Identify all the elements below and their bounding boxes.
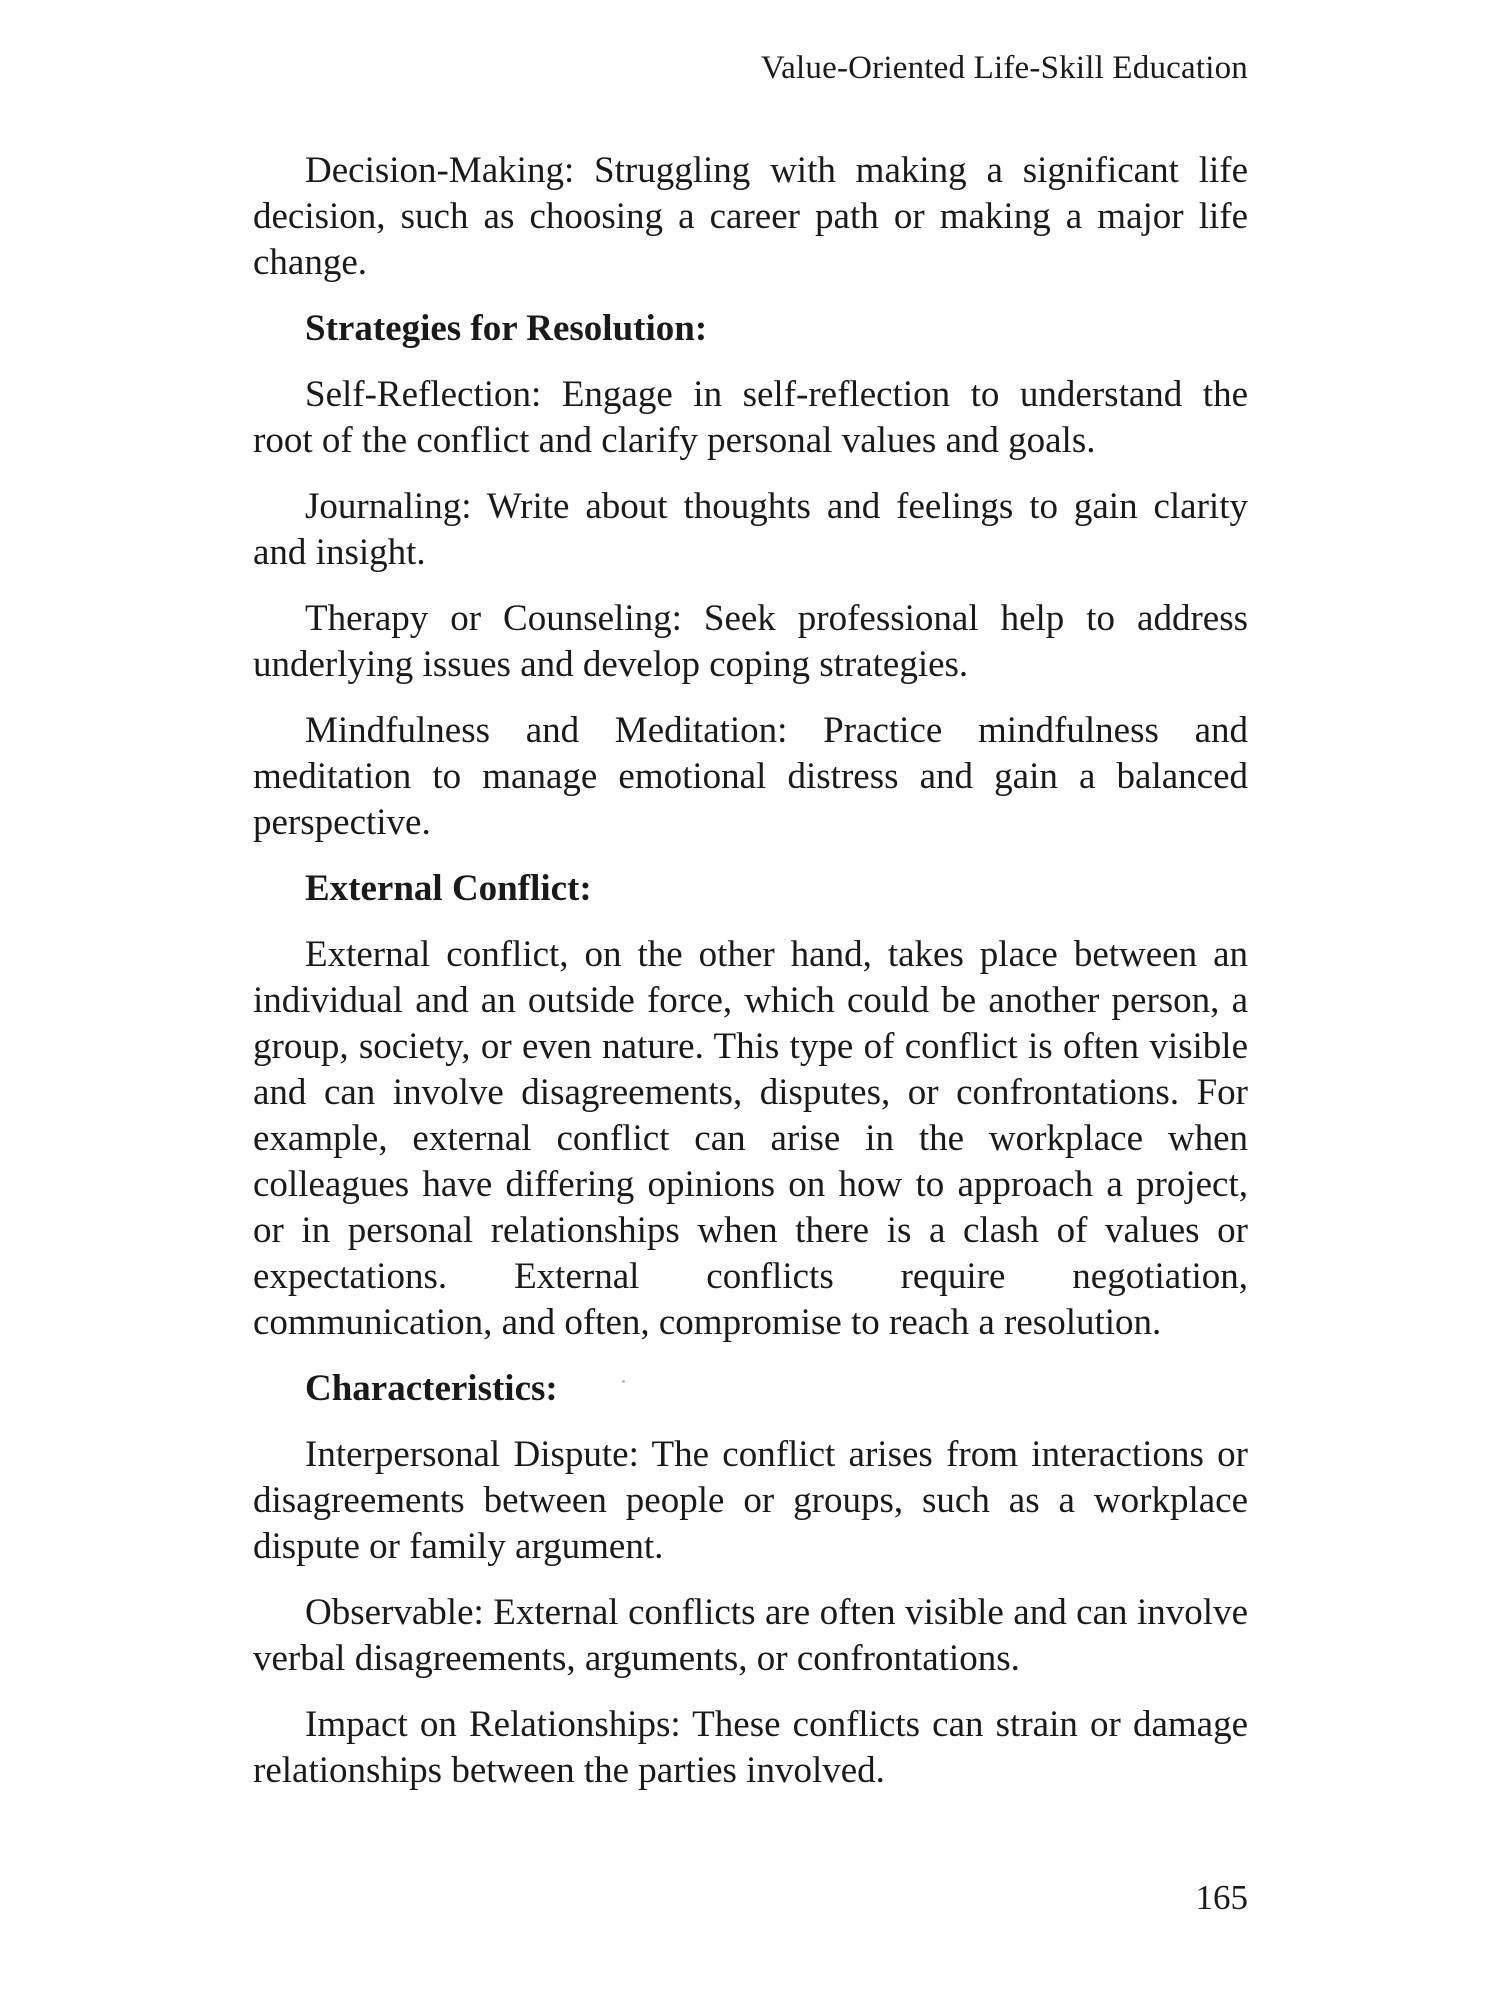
- paragraph-self-reflection: Self-Reflection: Engage in self-reflection to understand the root of the conflict and clarify personal values and goals.: [253, 374, 1248, 461]
- heading-external-conflict: External Conflict:: [305, 868, 592, 909]
- paragraph-external-conflict: External conflict, on the other hand, takes place between an individual and an outside force, which could be another person, a group, society, or even nature. This type of conflict is often visible and can involve disagreements, disputes, or confrontations. For example, external conflict can arise in the workplace when colleagues have differing opinions on how to approach a project, or in personal relationships when there is a clash of values or expectations. External conflicts require negotiation, communication, and often, compromise to reach a resolution.: [253, 934, 1248, 1343]
- paragraph-observable: Observable: External conflicts are often visible and can involve verbal disagreements, arguments, or confrontations.: [253, 1592, 1248, 1679]
- paragraph-decision-making: Decision-Making: Struggling with making a significant life decision, such as choosing a career path or making a major life change.: [253, 150, 1248, 283]
- paragraph-impact-on-relationships: Impact on Relationships: These conflicts can strain or damage relationships between the parties involved.: [253, 1704, 1248, 1791]
- heading-strategies-for-resolution: Strategies for Resolution:: [305, 308, 708, 349]
- paragraph-interpersonal-dispute: Interpersonal Dispute: The conflict arises from interactions or disagreements between people or groups, such as a workplace dispute or family argument.: [253, 1434, 1248, 1567]
- paragraph-therapy-counseling: Therapy or Counseling: Seek professional help to address underlying issues and develop coping strategies.: [253, 598, 1248, 685]
- heading-characteristics: Characteristics:: [305, 1368, 558, 1409]
- scan-speck: [622, 1380, 625, 1383]
- page-number: 165: [1195, 1878, 1248, 1917]
- paragraph-mindfulness-meditation: Mindfulness and Meditation: Practice mindfulness and meditation to manage emotional distress and gain a balanced perspective.: [253, 710, 1248, 843]
- running-head: Value-Oriented Life-Skill Education: [760, 50, 1248, 86]
- paragraph-journaling: Journaling: Write about thoughts and feelings to gain clarity and insight.: [253, 486, 1248, 573]
- body-text: [253, 148, 1248, 1814]
